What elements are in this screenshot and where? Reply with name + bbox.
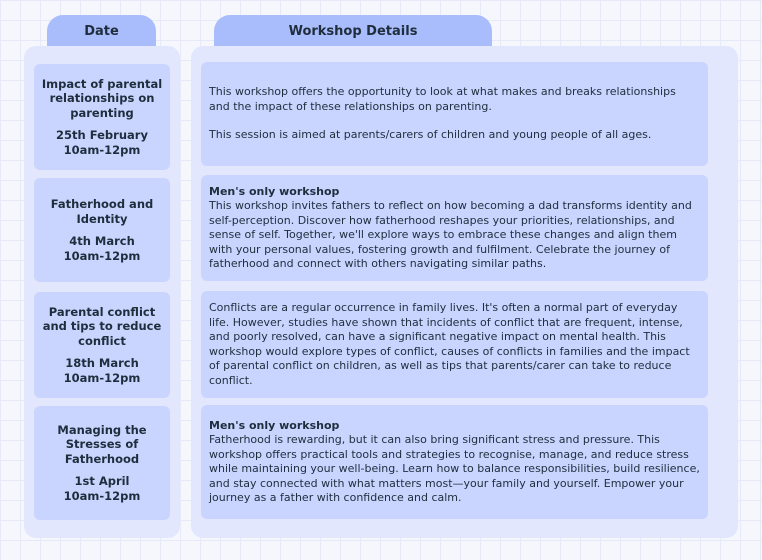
workshop-time: 10am-12pm — [63, 248, 141, 263]
date-column-header: Date — [47, 15, 156, 47]
workshop-description: Conflicts are a regular occurrence in family lives. It's often a normal part of everyday life. However, studies have shown that incidents of conflict that are frequent, intense, and poorly resolved, can have a significant negative impact on mental health. This workshop would explore types of conflict, causes of conflicts in families and the impact of parental conflict on children, as well as tips that parents/carer can take to reduce conflict. — [209, 301, 690, 387]
workshop-title: Parental conflict and tips to reduce conflict — [42, 304, 162, 348]
workshop-label: Men's only workshop — [209, 184, 340, 198]
workshop-description: This workshop invites fathers to reflect on how becoming a dad transforms identity and self-perception. Discover how fatherhood reshapes your priorities, relationships, and sense of self. Together, we'll explore ways to embrace these changes and align them with your personal values, fostering growth and fulfilment. Celebrate the journey of fatherhood and connect with others navigating similar paths. — [209, 199, 692, 270]
workshop-date-card — [34, 178, 170, 282]
workshop-date: 1st April — [74, 474, 130, 489]
workshop-title: Fatherhood and Identity — [50, 197, 154, 226]
workshop-date-card — [34, 406, 170, 520]
workshop-date-card — [34, 292, 170, 398]
workshop-title: Impact of parental relationships on parenting — [41, 76, 163, 120]
workshop-details-card — [201, 291, 708, 398]
workshop-label: Men's only workshop — [209, 418, 340, 432]
workshop-details-card — [201, 405, 708, 519]
workshop-details-card — [201, 62, 708, 166]
workshop-audience: This session is aimed at parents/carers of children and young people of all ages. — [209, 128, 652, 142]
workshop-time: 10am-12pm — [63, 142, 141, 157]
workshop-date: 25th February — [56, 128, 148, 143]
workshop-time: 10am-12pm — [63, 488, 141, 503]
workshop-description: Fatherhood is rewarding, but it can also bring significant stress and pressure. This workshop offers practical tools and strategies to recognise, manage, and reduce stress while maintaining your well-being. Learn how to balance responsibilities, build resilience, and stay connected with what matters most—your family and yourself. Empower your journey as a father with confidence and calm. — [209, 433, 700, 504]
workshop-title: Managing the Stresses of Fatherhood — [57, 422, 147, 466]
workshop-details-card — [201, 175, 708, 281]
workshop-date-card — [34, 64, 170, 170]
details-column-header: Workshop Details — [214, 15, 492, 47]
workshop-date: 18th March — [65, 356, 139, 371]
workshop-description: This workshop offers the opportunity to look at what makes and breaks relationships and the impact of these relationships on parenting. — [209, 85, 676, 113]
workshop-date: 4th March — [69, 234, 135, 248]
workshop-time: 10am-12pm — [63, 370, 141, 385]
